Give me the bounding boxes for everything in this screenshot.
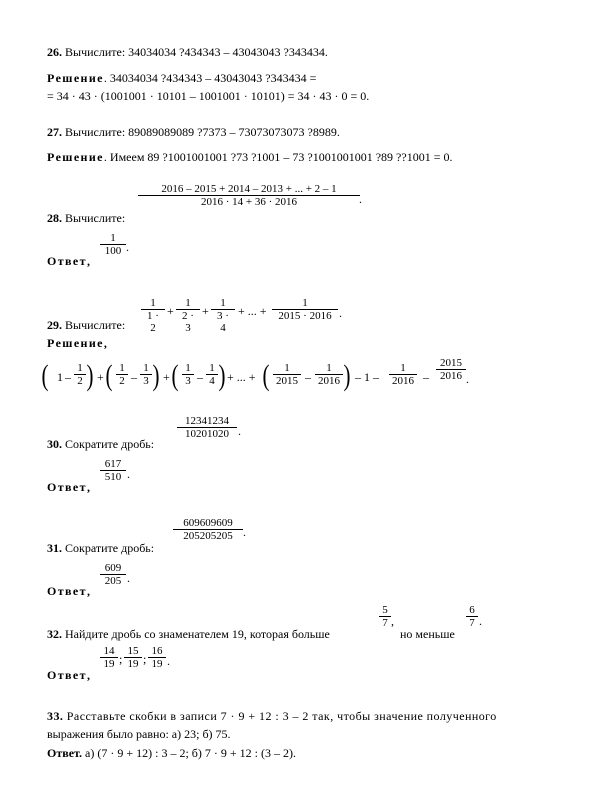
problem-number: 33. — [47, 709, 64, 723]
problem-30-answer-fraction: $\frac{617}{510}$ — [100, 458, 126, 483]
problem-32-answer-label: Ответ, — [47, 668, 90, 682]
problem-30-answer-label: Ответ, — [47, 480, 90, 494]
problem-number: 27. — [47, 125, 62, 139]
problem-text: Вычислите: — [62, 318, 126, 332]
problem-32-statement — [47, 627, 330, 641]
problem-29-term-2: $\frac{1}{2 \cdot 3}$ — [176, 297, 200, 334]
punctuation: . — [127, 571, 130, 585]
problem-text: Расставьте скобки в записи 7 · 9 + 12 : 3 – 2 так, чтобы значение полученного — [63, 709, 497, 723]
problem-number: 32. — [47, 627, 62, 641]
punctuation: . — [243, 525, 246, 539]
solution-text: . 34034034 ?434343 – 43043043 ?343434 = — [103, 71, 317, 85]
punctuation: . — [479, 614, 482, 628]
problem-26-statement — [47, 45, 328, 59]
problem-31-answer-fraction: $\frac{609}{205}$ — [100, 562, 126, 587]
problem-29-solution-label: Решение, — [47, 336, 107, 350]
answer-label: Ответ. — [47, 746, 83, 760]
punctuation: . — [126, 240, 129, 254]
punctuation: . — [127, 467, 130, 481]
answer-text: а) (7 · 9 + 12) : 3 – 2; б) 7 · 9 + 12 : (3 – 2). — [82, 746, 296, 760]
ellipsis-sum: + ... + — [238, 304, 267, 318]
problem-number: 28. — [47, 211, 62, 225]
problem-28-answer-label: Ответ, — [47, 254, 90, 268]
problem-number: 30. — [47, 437, 62, 451]
problem-text: Найдите дробь со знаменателем 19, которая больше — [62, 627, 330, 641]
problem-32-fraction-lower: $\frac{5}{7}$ — [379, 604, 391, 629]
problem-31-statement — [47, 541, 154, 555]
punctuation: . — [339, 306, 342, 320]
problem-27-statement — [47, 125, 340, 139]
problem-31-fraction: $\frac{609609609}{205205205}$ — [173, 517, 243, 542]
problem-28-statement — [47, 211, 125, 225]
problem-29-term-last: $\frac{1}{2015 \cdot 2016}$ — [272, 297, 338, 322]
problem-26-solution — [47, 71, 316, 85]
problem-33-statement-line2: выражения было равно: а) 23; б) 75. — [47, 727, 231, 741]
problem-33-answer — [47, 746, 296, 760]
solution-text: . Имеем 89 ?1001001001 ?73 ?1001 – 73 ?1001001001 ?89 ??1001 = 0. — [103, 150, 453, 164]
problem-27-solution — [47, 150, 452, 164]
problem-text: Сократите дробь: — [62, 437, 155, 451]
problem-number: 31. — [47, 541, 62, 555]
plus-sign: + — [202, 304, 209, 318]
problem-28-fraction — [138, 183, 360, 208]
fraction-denominator: 2016 · 14 + 36 · 2016 — [200, 196, 298, 208]
problem-26-solution-line2: = 34 · 43 · (1001001 · 10101 – 1001001 · 10101) = 34 · 43 · 0 = 0. — [47, 89, 370, 103]
problem-32-text-mid: но меньше — [400, 627, 455, 641]
problem-29-statement — [47, 318, 125, 332]
plus-sign: + — [167, 304, 174, 318]
problem-33-statement — [47, 709, 587, 723]
punctuation: . — [359, 192, 362, 206]
fraction-numerator: 2016 – 2015 + 2014 – 2013 + ... + 2 – 1 — [138, 183, 360, 196]
problem-32-answer-3: $\frac{16}{19}$ — [148, 645, 166, 670]
problem-text: Вычислите: 89089089089 ?7373 – 73073073073 ?8989. — [62, 125, 340, 139]
problem-text: Сократите дробь: — [62, 541, 155, 555]
problem-28-answer-fraction: $\frac{1}{100}$ — [100, 232, 126, 257]
punctuation: . — [238, 424, 241, 438]
problem-31-answer-label: Ответ, — [47, 584, 90, 598]
problem-32-fraction-upper: $\frac{6}{7}$ — [466, 604, 478, 629]
solution-label: Решение — [47, 150, 104, 164]
problem-30-fraction: $\frac{12341234}{10201020}$ — [177, 415, 237, 440]
problem-29-term-3: $\frac{1}{3 \cdot 4}$ — [211, 297, 235, 334]
solution-label: Решение — [47, 71, 104, 85]
problem-number: 29. — [47, 318, 62, 332]
problem-32-answer-2: $\frac{15}{19}$ — [124, 645, 142, 670]
punctuation: , — [391, 614, 394, 628]
problem-text: Вычислите: 34034034 ?434343 – 43043043 ?343434. — [62, 45, 328, 59]
problem-29-term-1: $\frac{1}{1 \cdot 2}$ — [141, 297, 165, 334]
problem-number: 26. — [47, 45, 62, 59]
problem-text: Вычислите: — [62, 211, 126, 225]
problem-30-statement — [47, 437, 154, 451]
problem-32-answer-1: $\frac{14}{19}$ — [100, 645, 118, 670]
